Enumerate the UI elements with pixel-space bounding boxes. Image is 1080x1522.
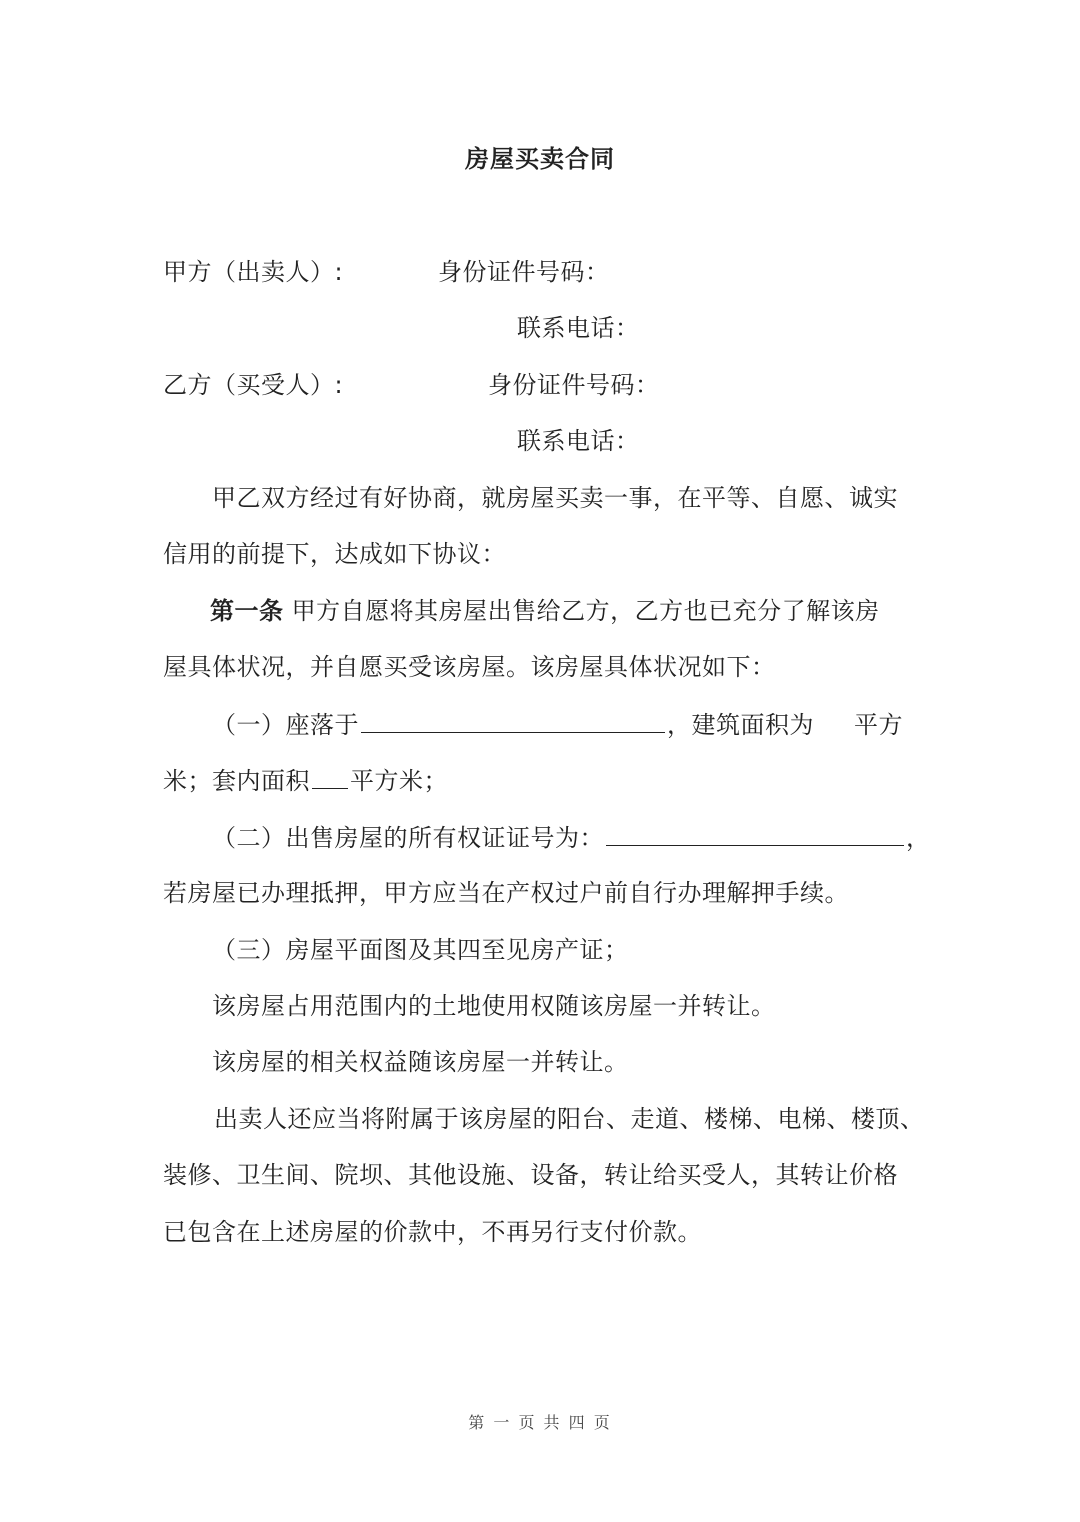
item-1-line2-prefix: 米；套内面积 [163,767,310,795]
party-b-phone-label: 联系电话： [517,427,640,455]
item-1-prefix: （一）座落于 [212,711,359,739]
item-3-line: （三）房屋平面图及其四至见房产证； [212,936,629,964]
rights-paragraph: 该房屋的相关权益随该房屋一并转让。 [212,1048,629,1076]
land-use-paragraph: 该房屋占用范围内的土地使用权随该房屋一并转让。 [212,992,776,1020]
item-1-line-1 [212,708,903,741]
document-title: 房屋买卖合同 [465,145,615,173]
item-1-line-2 [163,764,448,797]
item-2-line-1 [212,821,931,854]
party-b-id-label: 身份证件号码： [488,371,660,399]
page-footer: 第 一 页 共 四 页 [468,1413,612,1432]
party-a-id-label: 身份证件号码： [438,258,610,286]
inner-area-blank [312,764,348,789]
article-1-heading: 第一条 [210,597,284,625]
item-2-end: ， [906,824,931,852]
seller-paragraph-line-1: 出卖人还应当将附属于该房屋的阳台、走道、楼梯、电梯、楼顶、 [214,1105,925,1133]
item-2-prefix: （二）出售房屋的所有权证证号为： [212,824,604,852]
party-b-label: 乙方（买受人）: [163,371,344,399]
item-1-line2-end: 平方米； [350,767,448,795]
article-1-text: 甲方自愿将其房屋出售给乙方，乙方也已充分了解该房 [291,597,880,625]
article-1-line-2: 屋具体状况，并自愿买受该房屋。该房屋具体状况如下： [163,653,776,681]
intro-line-1: 甲乙双方经过有好协商，就房屋买卖一事，在平等、自愿、诚实 [212,484,898,512]
item-1-end: 平方 [854,711,903,739]
item-2-line-2: 若房屋已办理抵押，甲方应当在产权过户前自行办理解押手续。 [163,879,849,907]
party-a-phone-label: 联系电话： [517,314,640,342]
seller-paragraph-line-3: 已包含在上述房屋的价款中，不再另行支付价款。 [163,1218,702,1246]
article-1-line-1 [210,595,880,627]
seller-paragraph-line-2: 装修、卫生间、院坝、其他设施、设备，转让给买受人，其转让价格 [163,1161,898,1189]
location-blank [361,708,665,733]
intro-line-2: 信用的前提下，达成如下协议： [163,540,506,568]
party-a-label: 甲方（出卖人）: [163,258,344,286]
certificate-number-blank [606,821,904,846]
item-1-mid: ，建筑面积为 [667,711,814,739]
